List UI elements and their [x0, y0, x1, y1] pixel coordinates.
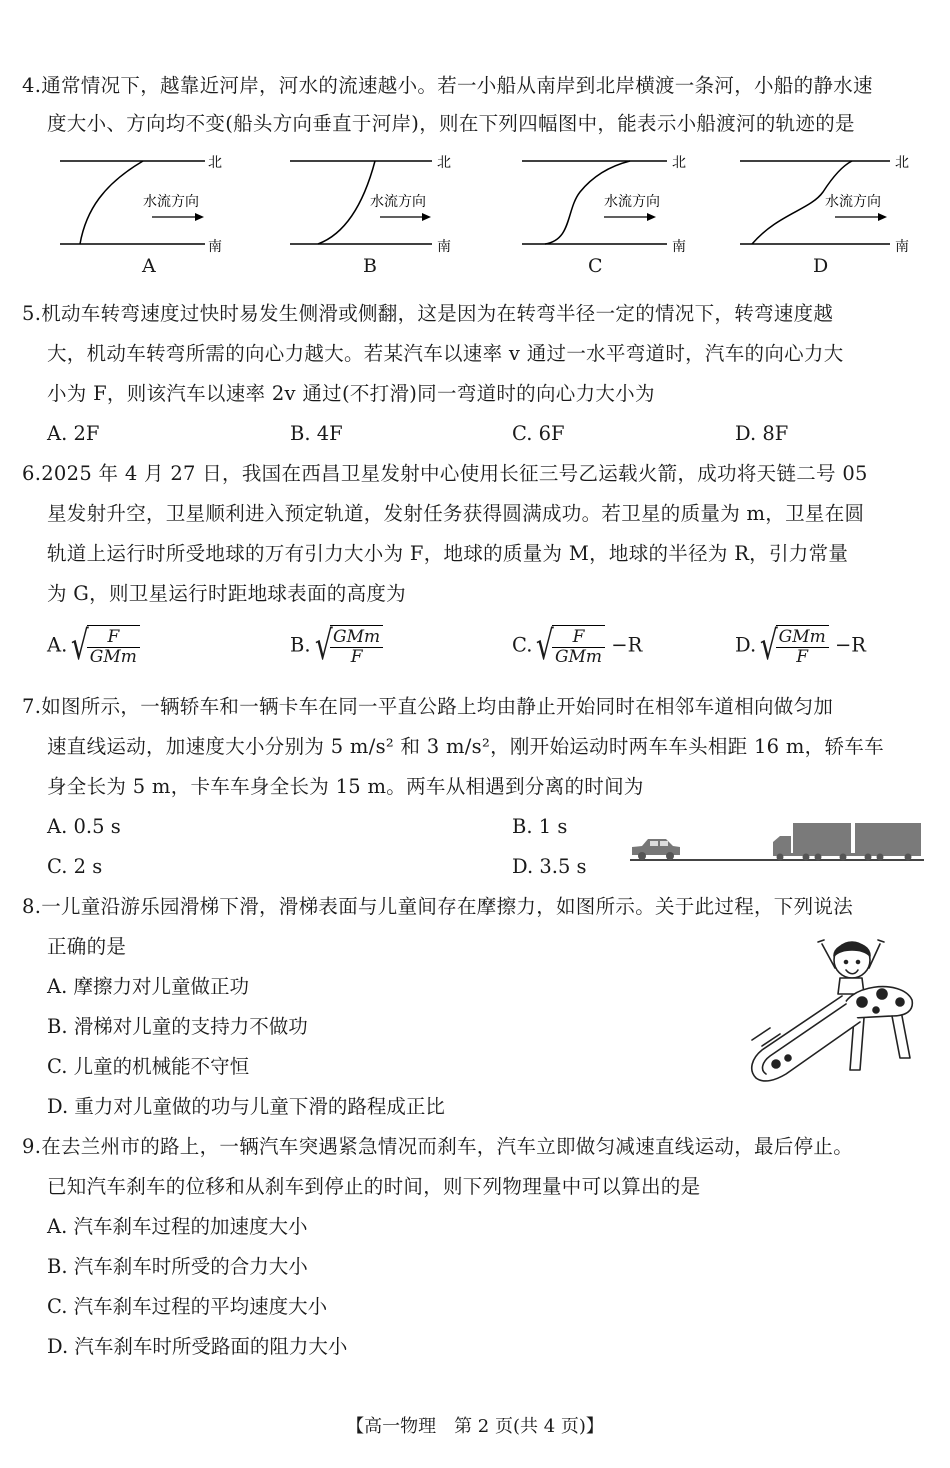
- b-north-label: 北: [437, 155, 451, 171]
- c-south-label: 南: [672, 239, 686, 255]
- diagram-a-label: A: [142, 255, 156, 277]
- q8-option-c: C. 儿童的机械能不守恒: [47, 1055, 250, 1078]
- q7-line-1: 7.如图所示，一辆轿车和一辆卡车在同一平直公路上均由静止开始同时在相邻车道相向做匀加: [22, 695, 834, 718]
- q4-line-2: 度大小、方向均不变(船头方向垂直于河岸)，则在下列四幅图中，能表示小船渡河的轨迹的是: [47, 112, 855, 135]
- q7-option-b: B. 1 s: [512, 815, 568, 838]
- q5-option-b: B. 4F: [290, 422, 343, 445]
- diagram-d: [740, 155, 909, 255]
- q6-line-3: 轨道上运行时所受地球的万有引力大小为 F，地球的质量为 M，地球的半径为 R，引力常量: [47, 542, 849, 565]
- q5-option-d: D. 8F: [735, 422, 789, 445]
- q7-option-c: C. 2 s: [47, 855, 103, 878]
- q5-line-3: 小为 F，则该汽车以速率 2v 通过(不打滑)同一弯道时的向心力大小为: [47, 382, 655, 405]
- truck-icon: [773, 823, 921, 861]
- q8-option-b: B. 滑梯对儿童的支持力不做功: [47, 1015, 308, 1038]
- q9-option-a: A. 汽车刹车过程的加速度大小: [47, 1215, 308, 1238]
- q6-line-2: 星发射升空，卫星顺利进入预定轨道，发射任务获得圆满成功。若卫星的质量为 m，卫星在圆: [47, 502, 865, 525]
- a-south-label: 南: [208, 239, 222, 255]
- q5-option-c: C. 6F: [512, 422, 565, 445]
- q7-option-d: D. 3.5 s: [512, 855, 587, 878]
- q6-option-a: A.√ $\frac{F}{\text{GMm}}$: [47, 625, 140, 667]
- q9-option-b: B. 汽车刹车时所受的合力大小: [47, 1255, 308, 1278]
- q5-line-2: 大，机动车转弯所需的向心力越大。若某汽车以速率 v 通过一水平弯道时，汽车的向心力大: [47, 342, 844, 365]
- q9-option-d: D. 汽车刹车时所受路面的阻力大小: [47, 1335, 348, 1358]
- b-south-label: 南: [437, 239, 451, 255]
- diagram-c: [522, 155, 686, 255]
- car-truck-figure: [628, 820, 928, 870]
- d-north-label: 北: [895, 155, 909, 171]
- q5-line-1: 5.机动车转弯速度过快时易发生侧滑或侧翻，这是因为在转弯半径一定的情况下，转弯速度越: [22, 302, 834, 325]
- a-north-label: 北: [208, 155, 222, 171]
- q9-line-2: 已知汽车刹车的位移和从刹车到停止的时间，则下列物理量中可以算出的是: [47, 1175, 701, 1198]
- diagram-b: [290, 155, 451, 255]
- q8-option-d: D. 重力对儿童做的功与儿童下滑的路程成正比: [47, 1095, 445, 1118]
- q7-option-a: A. 0.5 s: [47, 815, 121, 838]
- q7-line-3: 身全长为 5 m，卡车车身全长为 15 m。两车从相遇到分离的时间为: [47, 775, 644, 798]
- diagram-c-label: C: [588, 255, 603, 277]
- q7-line-2: 速直线运动，加速度大小分别为 5 m/s² 和 3 m/s²，刚开始运动时两车车头相距 16 m，轿车车: [47, 735, 884, 758]
- q8-line-2: 正确的是: [47, 935, 127, 958]
- q4-line-1: 4.通常情况下，越靠近河岸，河水的流速越小。若一小船从南岸到北岸横渡一条河，小船的静水速: [22, 74, 873, 97]
- q6-option-d: D.√ $\frac{\text{GMm}}{F}$ −R: [735, 623, 866, 669]
- q6-option-c: C.√ $\frac{F}{\text{GMm}}$ −R: [512, 623, 643, 669]
- q6-line-1: 6.2025 年 4 月 27 日，我国在西昌卫星发射中心使用长征三号乙运载火箭，成功将天链二号 05: [22, 462, 868, 485]
- q6-option-b: B.√ $\frac{\text{GMm}}{F}$: [290, 625, 383, 667]
- page-footer: 【高一物理 第 2 页(共 4 页)】: [346, 1416, 604, 1437]
- d-flow-label: 水流方向: [825, 194, 881, 210]
- diagram-d-label: D: [813, 255, 829, 277]
- c-north-label: 北: [672, 155, 686, 171]
- q9-line-1: 9.在去兰州市的路上，一辆汽车突遇紧急情况而刹车，汽车立即做匀减速直线运动，最后停止。: [22, 1135, 854, 1158]
- slide-child-figure: [742, 930, 932, 1090]
- car-icon: [632, 839, 680, 860]
- q8-line-1: 8.一儿童沿游乐园滑梯下滑，滑梯表面与儿童间存在摩擦力，如图所示。关于此过程，下列说法: [22, 895, 854, 918]
- diagram-a: [60, 155, 222, 255]
- c-flow-label: 水流方向: [604, 194, 660, 210]
- b-flow-label: 水流方向: [370, 194, 426, 210]
- d-south-label: 南: [895, 239, 909, 255]
- q6-line-4: 为 G，则卫星运行时距地球表面的高度为: [47, 582, 406, 605]
- a-flow-label: 水流方向: [143, 194, 199, 210]
- diagram-b-label: B: [363, 255, 377, 277]
- q5-option-a: A. 2F: [47, 422, 100, 445]
- q9-option-c: C. 汽车刹车过程的平均速度大小: [47, 1295, 328, 1318]
- q8-option-a: A. 摩擦力对儿童做正功: [47, 975, 249, 998]
